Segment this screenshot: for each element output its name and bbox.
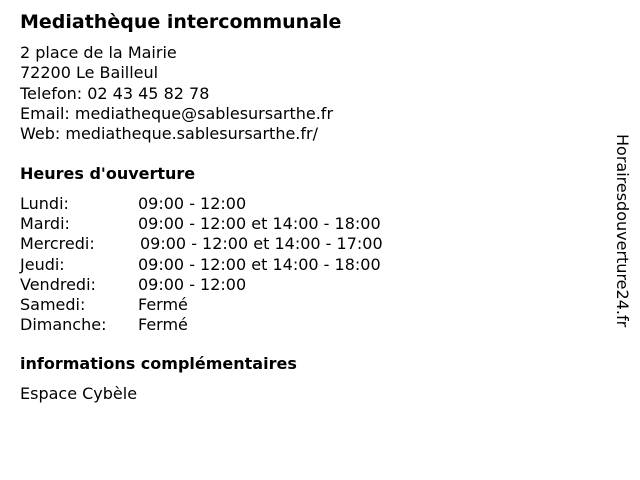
time-value: 09:00 - 12:00 et 14:00 - 18:00 bbox=[138, 254, 381, 274]
website-url: Web: mediatheque.sablesursarthe.fr/ bbox=[20, 124, 318, 144]
day-label: Dimanche: bbox=[20, 315, 107, 335]
time-value: 09:00 - 12:00 et 14:00 - 18:00 bbox=[138, 214, 381, 234]
time-value: 09:00 - 12:00 bbox=[138, 274, 247, 294]
email-address: Email: mediatheque@sablesursarthe.fr bbox=[20, 103, 334, 123]
address-city: 72200 Le Bailleul bbox=[20, 63, 159, 83]
day-label: Jeudi: bbox=[20, 254, 65, 274]
address-block bbox=[20, 43, 333, 144]
day-label: Vendredi: bbox=[20, 274, 96, 294]
time-value: 09:00 - 12:00 et 14:00 - 17:00 bbox=[140, 234, 383, 254]
day-label: Mardi: bbox=[20, 214, 70, 234]
day-label: Samedi: bbox=[20, 294, 86, 314]
address-street: 2 place de la Mairie bbox=[20, 43, 177, 62]
info-heading: informations complémentaires bbox=[20, 354, 297, 373]
site-watermark: Horairesdouverture24.fr bbox=[613, 134, 632, 328]
info-text: Espace Cybèle bbox=[20, 384, 138, 403]
day-label: Lundi: bbox=[20, 194, 69, 213]
time-value: Fermé bbox=[138, 315, 188, 335]
time-value: Fermé bbox=[138, 294, 188, 314]
day-label: Mercredi: bbox=[20, 234, 95, 254]
time-value: 09:00 - 12:00 bbox=[138, 194, 247, 213]
hours-heading: Heures d'ouverture bbox=[20, 164, 196, 183]
phone-number: Telefon: 02 43 45 82 78 bbox=[20, 83, 210, 103]
page-title: Mediathèque intercommunale bbox=[20, 11, 342, 33]
